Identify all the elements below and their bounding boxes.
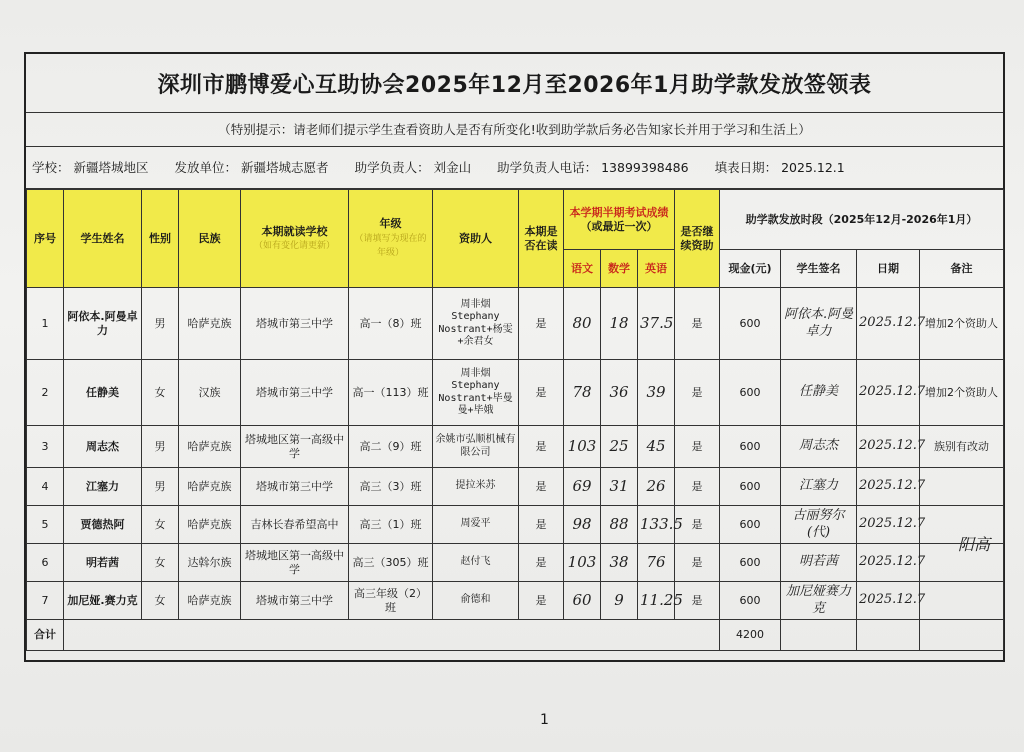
cell-english: 133.5 (638, 506, 675, 544)
header-ethnic: 民族 (179, 190, 241, 288)
form-sheet (24, 52, 1005, 662)
cell-school: 塔城市第三中学 (241, 288, 349, 360)
cell-gender: 女 (142, 360, 179, 426)
cell-continue: 是 (675, 544, 720, 582)
cell-enrolled: 是 (519, 360, 564, 426)
phone-label: 助学负责人电话： (497, 160, 598, 175)
cell-gender: 女 (142, 582, 179, 620)
cell-enrolled: 是 (519, 506, 564, 544)
phone-value: 13899398486 (601, 159, 689, 175)
cell-math: 38 (601, 544, 638, 582)
school-label: 学校： (32, 160, 70, 175)
header-math: 数学 (601, 250, 638, 288)
cell-name: 加尼娅.赛力克 (64, 582, 142, 620)
cell-ethnic: 哈萨克族 (179, 582, 241, 620)
table-row (27, 288, 1004, 360)
cell-chinese: 78 (564, 360, 601, 426)
cell-continue: 是 (675, 582, 720, 620)
cell-school: 塔城地区第一高级中学 (241, 544, 349, 582)
cell-cash: 600 (720, 506, 781, 544)
cell-sponsor: 俞德和 (433, 582, 519, 620)
cell-cash: 600 (720, 468, 781, 506)
header-enrolled: 本期是否在读 (519, 190, 564, 288)
header-english: 英语 (638, 250, 675, 288)
cell-enrolled: 是 (519, 582, 564, 620)
extra-signature: 阳高 (958, 535, 991, 554)
cell-school: 吉林长春希望高中 (241, 506, 349, 544)
header-continue: 是否继续资助 (675, 190, 720, 288)
header-remark: 备注 (920, 250, 1004, 288)
cell-gender: 女 (142, 506, 179, 544)
total-label: 合计 (27, 620, 64, 651)
cell-sign: 阿依本.阿曼卓力 (781, 288, 857, 360)
cell-grade: 高一（8）班 (349, 288, 433, 360)
header-date: 日期 (857, 250, 920, 288)
cell-sign: 古丽努尔(代) (781, 506, 857, 544)
cell-grade: 高三（1）班 (349, 506, 433, 544)
cell-english: 11.25 (638, 582, 675, 620)
cell-grade: 高二（9）班 (349, 426, 433, 468)
cell-sponsor: 周非烟 Stephany Nostrant+杨雯+余君女 (433, 288, 519, 360)
cell-math: 25 (601, 426, 638, 468)
head-value: 刘金山 (433, 160, 472, 175)
cell-date: 2025.12.7 (857, 468, 920, 506)
cell-sign: 江塞力 (781, 468, 857, 506)
cell-date: 2025.12.7 (857, 360, 920, 426)
cell-gender: 男 (142, 468, 179, 506)
cell-math: 18 (601, 288, 638, 360)
cell-ethnic: 哈萨克族 (179, 506, 241, 544)
cell-ethnic: 汉族 (179, 360, 241, 426)
cell-math: 36 (601, 360, 638, 426)
cell-no: 5 (27, 506, 64, 544)
header-name: 学生姓名 (64, 190, 142, 288)
cell-english: 37.5 (638, 288, 675, 360)
cell-sign: 周志杰 (781, 426, 857, 468)
cell-continue: 是 (675, 360, 720, 426)
table-row (27, 582, 1004, 620)
table-row (27, 468, 1004, 506)
cell-chinese: 60 (564, 582, 601, 620)
cell-gender: 男 (142, 426, 179, 468)
date-label: 填表日期： (714, 160, 778, 175)
unit-label: 发放单位： (174, 160, 238, 175)
table-row (27, 544, 1004, 582)
cell-cash: 600 (720, 582, 781, 620)
school-value: 新疆塔城地区 (73, 160, 149, 175)
cell-remark (920, 468, 1004, 506)
cell-english: 39 (638, 360, 675, 426)
table-row (27, 360, 1004, 426)
cell-cash: 600 (720, 360, 781, 426)
header-scores: 本学期半期考试成绩 （或最近一次） (564, 190, 675, 250)
cell-remark: 族别有改动 (920, 426, 1004, 468)
header-period: 助学款发放时段（2025年12月-2026年1月） (720, 190, 1004, 250)
cell-chinese: 98 (564, 506, 601, 544)
cell-date: 2025.12.7 (857, 426, 920, 468)
cell-chinese: 103 (564, 426, 601, 468)
header-sign: 学生签名 (781, 250, 857, 288)
cell-gender: 女 (142, 544, 179, 582)
header-sponsor: 资助人 (433, 190, 519, 288)
total-empty (64, 620, 720, 651)
grant-table (26, 189, 1004, 651)
table-row (27, 426, 1004, 468)
header-grade: 年级 （请填写为现在的年级） (349, 190, 433, 288)
cell-continue: 是 (675, 506, 720, 544)
page-number: 1 (540, 712, 549, 728)
special-notice: （特别提示：请老师们提示学生查看资助人是否有所变化!收到助学款后务必告知家长并用于学习和生活上） (26, 112, 1003, 147)
cell-sign: 任静美 (781, 360, 857, 426)
cell-math: 31 (601, 468, 638, 506)
form-title: 深圳市鹏博爱心互助协会2025年12月至2026年1月助学款发放签领表 (26, 54, 1003, 113)
cell-gender: 男 (142, 288, 179, 360)
cell-math: 9 (601, 582, 638, 620)
cell-school: 塔城市第三中学 (241, 360, 349, 426)
cell-remark: 增加2个资助人 (920, 360, 1004, 426)
cell-no: 2 (27, 360, 64, 426)
cell-sponsor: 赵付飞 (433, 544, 519, 582)
cell-ethnic: 哈萨克族 (179, 288, 241, 360)
cell-date: 2025.12.7 (857, 544, 920, 582)
header-no: 序号 (27, 190, 64, 288)
cell-continue: 是 (675, 426, 720, 468)
cell-no: 6 (27, 544, 64, 582)
cell-school: 塔城市第三中学 (241, 582, 349, 620)
cell-name: 任静美 (64, 360, 142, 426)
table-row (27, 506, 1004, 544)
cell-cash: 600 (720, 426, 781, 468)
cell-continue: 是 (675, 468, 720, 506)
cell-enrolled: 是 (519, 468, 564, 506)
cell-grade: 高三年级（2）班 (349, 582, 433, 620)
cell-enrolled: 是 (519, 544, 564, 582)
cell-sponsor: 余姚市弘顺机械有限公司 (433, 426, 519, 468)
cell-sponsor: 提拉米苏 (433, 468, 519, 506)
cell-math: 88 (601, 506, 638, 544)
cell-ethnic: 达斡尔族 (179, 544, 241, 582)
cell-english: 26 (638, 468, 675, 506)
cell-continue: 是 (675, 288, 720, 360)
cell-grade: 高一（113）班 (349, 360, 433, 426)
head-label: 助学负责人： (354, 160, 430, 175)
cell-name: 阿依本.阿曼卓力 (64, 288, 142, 360)
cell-sign: 明若茜 (781, 544, 857, 582)
cell-enrolled: 是 (519, 288, 564, 360)
cell-no: 3 (27, 426, 64, 468)
cell-name: 贾德热阿 (64, 506, 142, 544)
cell-remark (920, 582, 1004, 620)
cell-school: 塔城市第三中学 (241, 468, 349, 506)
cell-date: 2025.12.7 (857, 506, 920, 544)
unit-value: 新疆塔城志愿者 (241, 160, 329, 175)
cell-name: 周志杰 (64, 426, 142, 468)
cell-no: 4 (27, 468, 64, 506)
cell-sponsor: 周爱平 (433, 506, 519, 544)
cell-sign: 加尼娅赛力克 (781, 582, 857, 620)
header-gender: 性别 (142, 190, 179, 288)
cell-cash: 600 (720, 288, 781, 360)
cell-school: 塔城地区第一高级中学 (241, 426, 349, 468)
cell-sponsor: 周非烟 Stephany Nostrant+毕曼曼+毕娥 (433, 360, 519, 426)
cell-chinese: 69 (564, 468, 601, 506)
cell-date: 2025.12.7 (857, 582, 920, 620)
header-chinese: 语文 (564, 250, 601, 288)
cell-english: 76 (638, 544, 675, 582)
cell-name: 明若茜 (64, 544, 142, 582)
cell-english: 45 (638, 426, 675, 468)
cell-name: 江塞力 (64, 468, 142, 506)
date-value: 2025.12.1 (781, 159, 845, 175)
cell-chinese: 80 (564, 288, 601, 360)
cell-ethnic: 哈萨克族 (179, 468, 241, 506)
cell-grade: 高三（305）班 (349, 544, 433, 582)
cell-chinese: 103 (564, 544, 601, 582)
cell-enrolled: 是 (519, 426, 564, 468)
info-line (26, 146, 1003, 189)
header-cash: 现金(元) (720, 250, 781, 288)
total-cash: 4200 (720, 620, 781, 651)
cell-cash: 600 (720, 544, 781, 582)
cell-no: 7 (27, 582, 64, 620)
cell-date: 2025.12.7 (857, 288, 920, 360)
cell-ethnic: 哈萨克族 (179, 426, 241, 468)
header-school: 本期就读学校 （如有变化请更新） (241, 190, 349, 288)
cell-grade: 高三（3）班 (349, 468, 433, 506)
cell-no: 1 (27, 288, 64, 360)
cell-remark: 增加2个资助人 (920, 288, 1004, 360)
